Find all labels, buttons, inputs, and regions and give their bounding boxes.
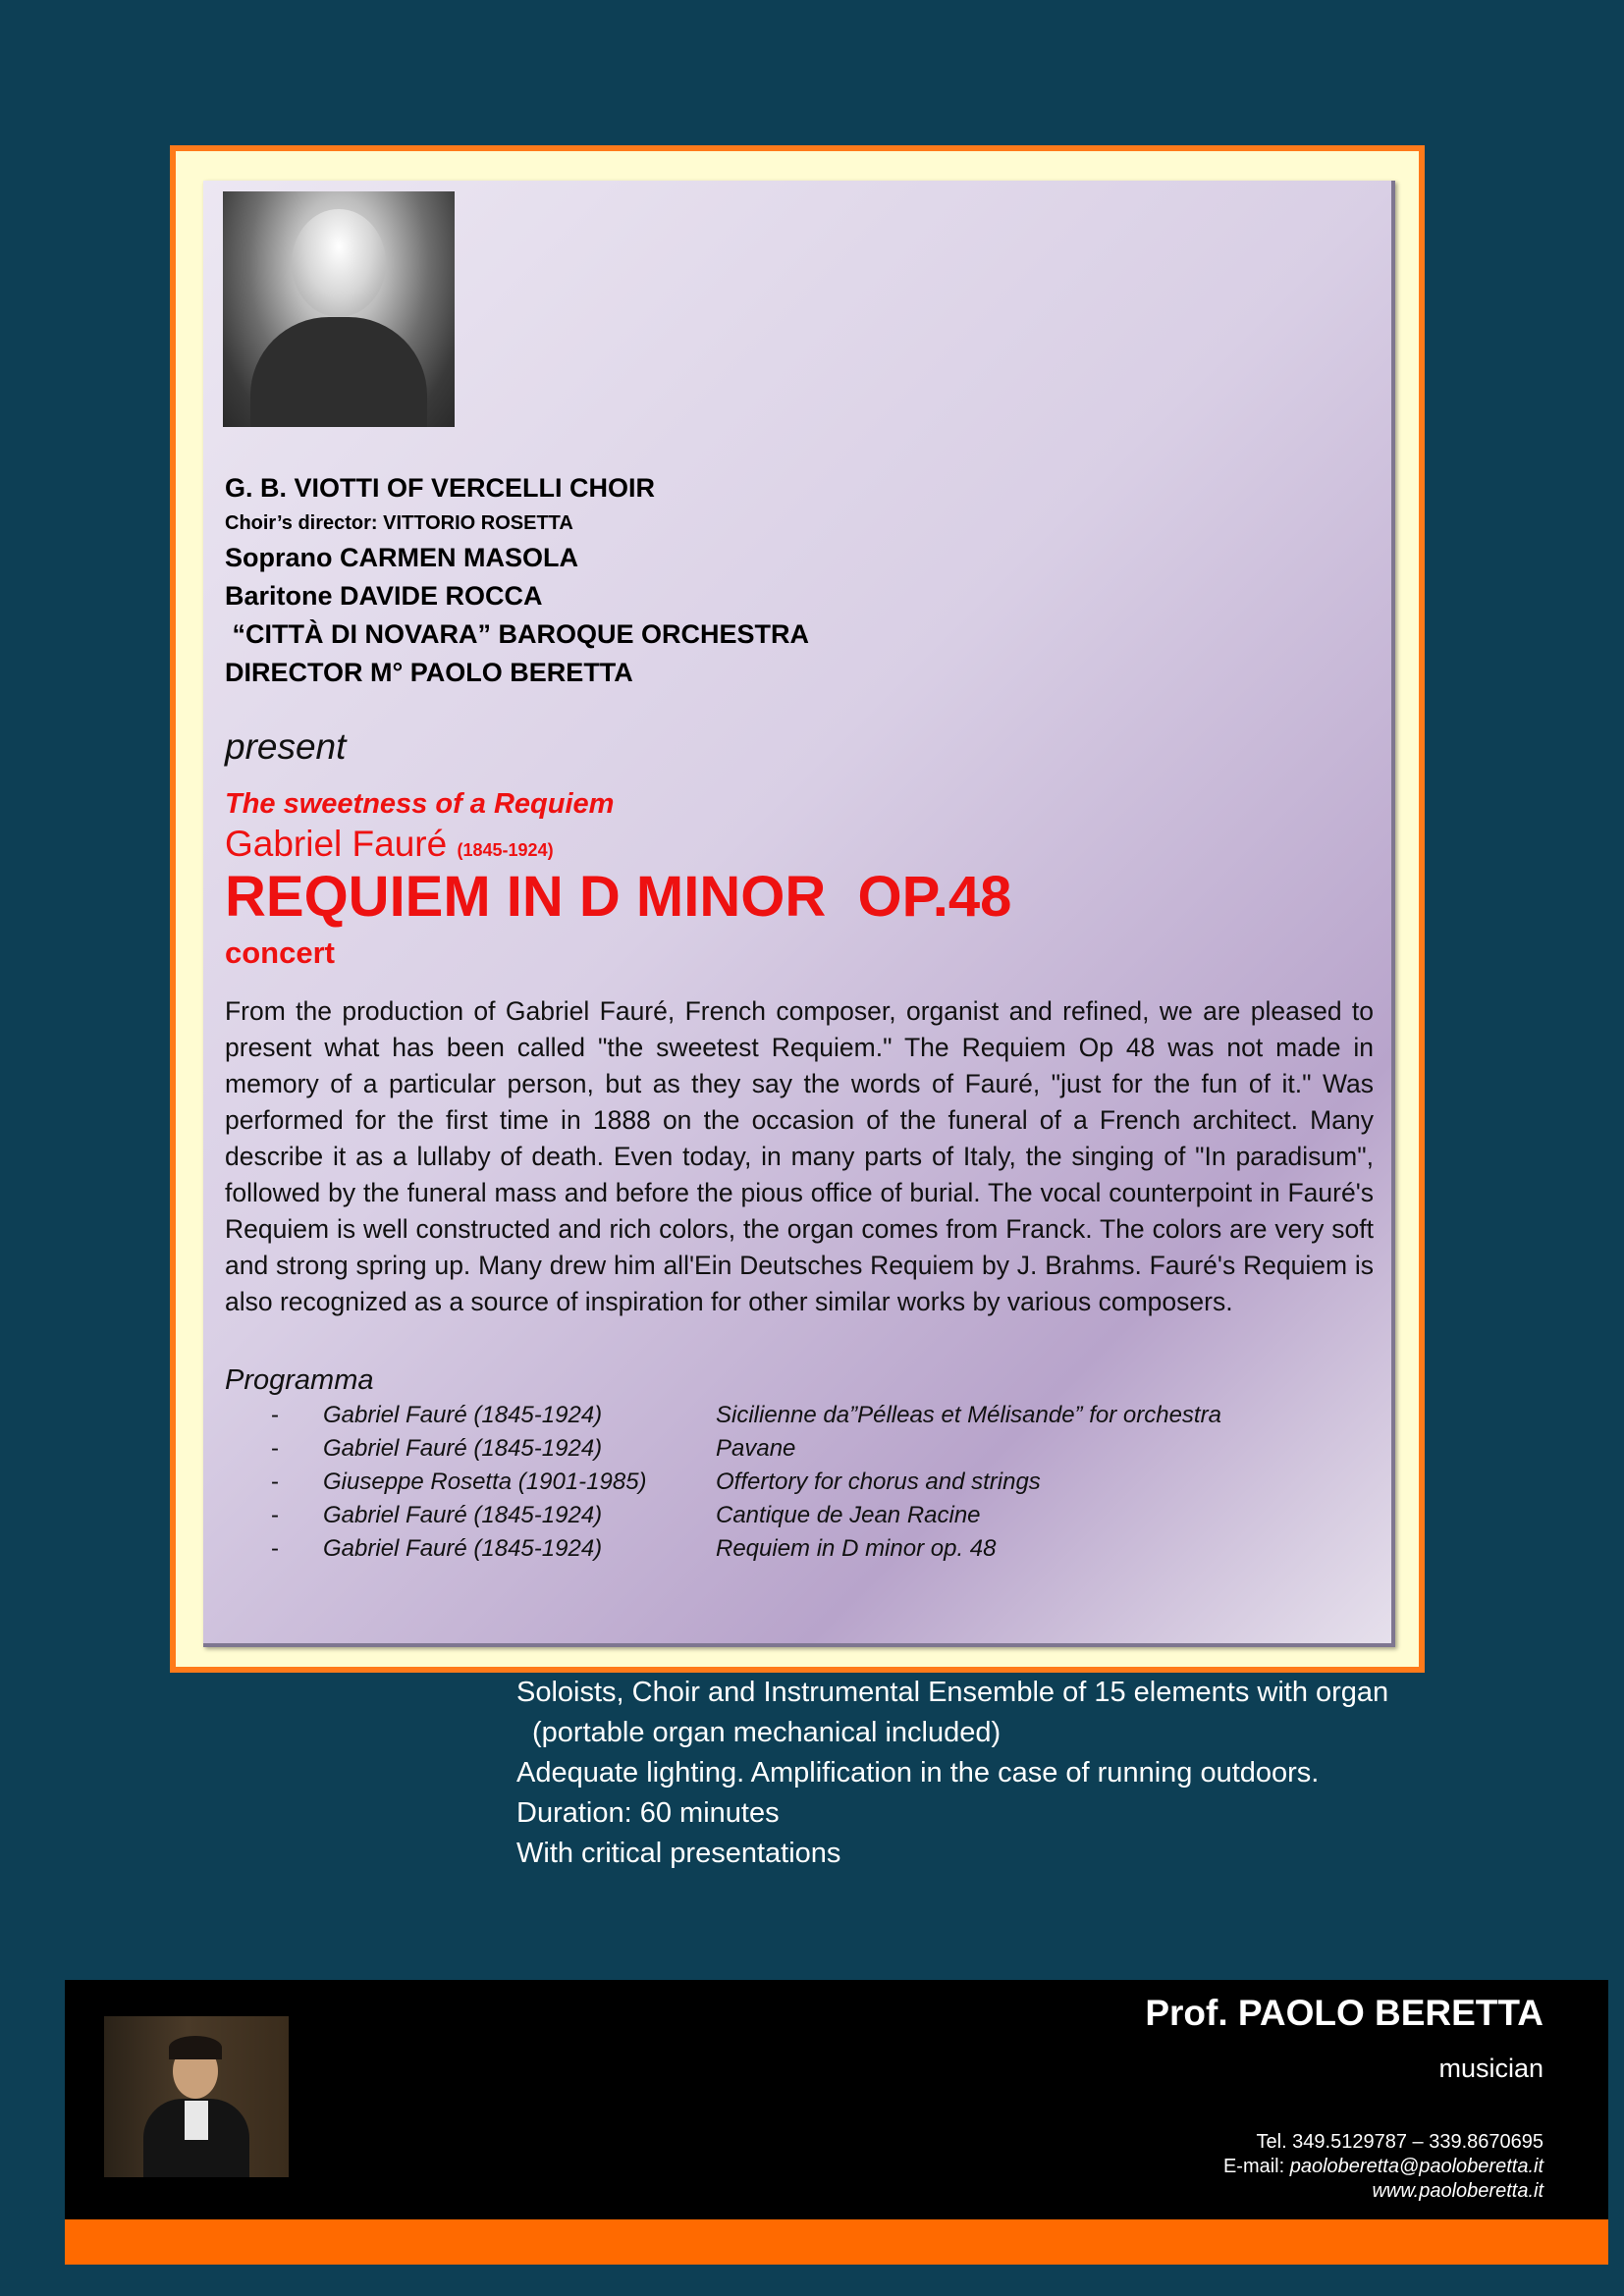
footer-tel: Tel. 349.5129787 – 339.8670695 bbox=[1256, 2131, 1543, 2153]
footer-name: Prof. PAOLO BERETTA bbox=[1145, 1993, 1543, 2033]
description: From the production of Gabriel Fauré, French composer, organist and refined, we are pleased to present what has been called "the sweetest Requiem." The Requiem Op 48 was not made in memory of a particular person, but as they say the words of Fauré, "just for the fun of it." Was performed for the first time in 1888 on the occasion of the funeral of a French architect. Many describe it as a lullaby of death. Even today, in many parts of Italy, the singing of "In paradisum", followed by the funeral mass and before the pious office of burial. The vocal counterpoint in Fauré's Requiem is well constructed and rich colors, the organ comes from Franck. The colors are very soft and strong spring up. Many drew him all'Ein Deutsches Requiem by J. Brahms. Fauré's Requiem is also recognized as a source of inspiration for other similar works by various composers. bbox=[225, 996, 1374, 1316]
note-organ: (portable organ mechanical included) bbox=[532, 1717, 1001, 1748]
composer-dates: (1845-1924) bbox=[457, 840, 554, 860]
programme-work: Offertory for chorus and strings bbox=[716, 1468, 1041, 1495]
footer-contact bbox=[1223, 2130, 1543, 2204]
portrait-head bbox=[292, 209, 386, 317]
programme-composer: Gabriel Fauré (1845-1924) bbox=[323, 1402, 603, 1428]
footer-email-link[interactable]: paoloberetta@paoloberetta.it bbox=[1289, 2156, 1543, 2177]
note-duration: Duration: 60 minutes bbox=[516, 1797, 780, 1829]
programme-composer: Gabriel Fauré (1845-1924) bbox=[323, 1535, 603, 1562]
programme-bullet: - bbox=[271, 1468, 279, 1495]
programme-composer: Gabriel Fauré (1845-1924) bbox=[323, 1435, 603, 1462]
programme-composer: Gabriel Fauré (1845-1924) bbox=[323, 1502, 603, 1528]
footer-role: musician bbox=[1438, 2054, 1543, 2083]
credit-soprano: Soprano CARMEN MASOLA bbox=[225, 543, 578, 572]
credit-choir: G. B. VIOTTI OF VERCELLI CHOIR bbox=[225, 473, 656, 503]
composer-portrait bbox=[223, 191, 455, 427]
composer-name bbox=[225, 824, 554, 865]
technical-notes bbox=[516, 1673, 1388, 1874]
director-photo bbox=[104, 2016, 289, 2177]
credit-choir-director: Choir’s director: VITTORIO ROSETTA bbox=[225, 512, 573, 534]
programme-title: Programma bbox=[225, 1364, 374, 1396]
present-label: present bbox=[225, 726, 347, 767]
work-title bbox=[225, 864, 1011, 930]
programme-work: Sicilienne da”Pélleas et Mélisande” for orchestra bbox=[716, 1402, 1221, 1428]
credit-orchestra-text: “CITTÀ DI NOVARA” BAROQUE ORCHESTRA bbox=[232, 619, 810, 649]
credit-director: DIRECTOR M° PAOLO BERETTA bbox=[225, 658, 633, 687]
programme-work: Requiem in D minor op. 48 bbox=[716, 1535, 997, 1562]
footer-orange-strip bbox=[65, 2219, 1608, 2265]
composer-name-text: Gabriel Fauré bbox=[225, 824, 448, 864]
portrait-body bbox=[250, 317, 427, 427]
photo-hair bbox=[169, 2036, 222, 2059]
programme-bullet: - bbox=[271, 1502, 279, 1528]
event-type: concert bbox=[225, 935, 335, 970]
footer-email-label: E-mail: bbox=[1222, 2156, 1290, 2177]
footer-website-link[interactable]: www.paoloberetta.it bbox=[1372, 2180, 1543, 2202]
programme-work: Cantique de Jean Racine bbox=[716, 1502, 981, 1528]
note-presentations: With critical presentations bbox=[516, 1838, 841, 1869]
subtitle: The sweetness of a Requiem bbox=[225, 788, 615, 820]
programme-bullet: - bbox=[271, 1402, 279, 1428]
credits bbox=[225, 469, 809, 692]
photo-collar bbox=[185, 2101, 208, 2140]
programme-composer: Giuseppe Rosetta (1901-1985) bbox=[323, 1468, 647, 1495]
note-lighting: Adequate lighting. Amplification in the case of running outdoors. bbox=[516, 1757, 1320, 1789]
programme-bullet: - bbox=[271, 1435, 279, 1462]
credit-baritone: Baritone DAVIDE ROCCA bbox=[225, 581, 543, 611]
work-title-text: REQUIEM IN D MINOR OP.48 bbox=[225, 865, 1012, 929]
note-ensemble: Soloists, Choir and Instrumental Ensemble of 15 elements with organ bbox=[516, 1677, 1389, 1708]
credit-orchestra bbox=[225, 615, 809, 654]
programme-work: Pavane bbox=[716, 1435, 796, 1462]
programme-bullet: - bbox=[271, 1535, 279, 1562]
footer-email-line bbox=[1223, 2155, 1543, 2179]
